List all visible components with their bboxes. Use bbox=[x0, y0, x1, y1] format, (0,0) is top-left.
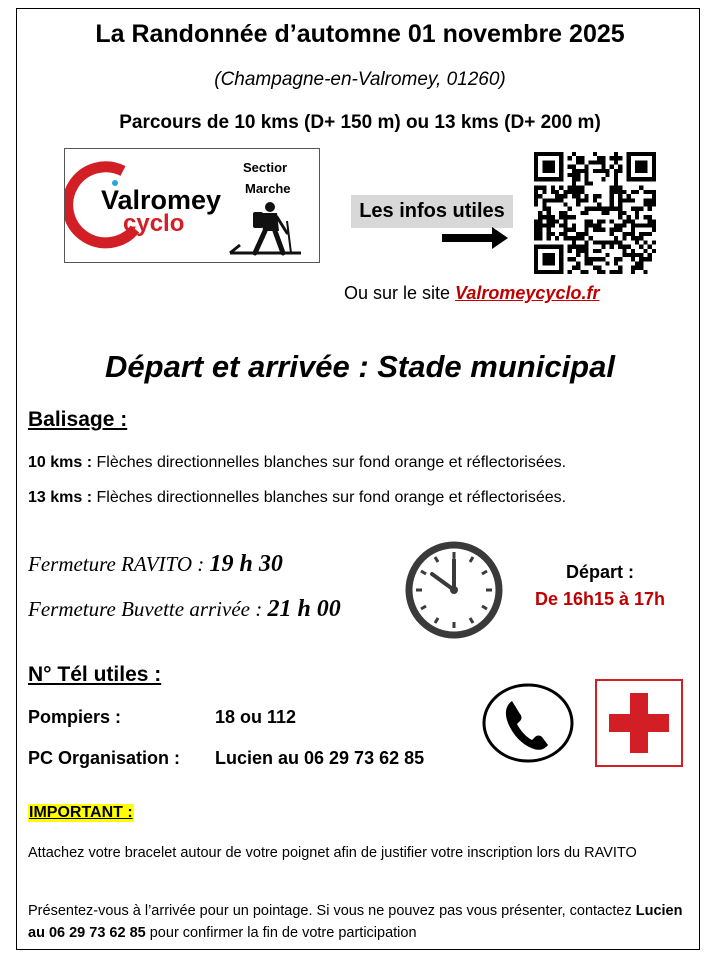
clock-icon bbox=[404, 540, 504, 640]
logo-graphic bbox=[65, 149, 321, 264]
hiker-icon bbox=[230, 202, 301, 253]
page-title: La Randonnée d’automne 01 novembre 2025 bbox=[95, 20, 625, 48]
phone-icon bbox=[482, 683, 574, 763]
important-para-2a: Présentez-vous à l’arrivée pour un pointage. Si vous ne pouvez pas vous présenter, contactez bbox=[28, 903, 636, 919]
balisage-13km-text: Flèches directionnelles blanches sur fond orange et réflectorisées. bbox=[92, 489, 567, 506]
qr-code[interactable] bbox=[534, 152, 656, 274]
ravito-time: 19 h 30 bbox=[209, 551, 283, 577]
location-subtitle: (Champagne-en-Valromey, 01260) bbox=[214, 69, 506, 90]
important-para-2c: pour confirmer la fin de votre participation bbox=[145, 925, 417, 941]
depart-arrivee-heading: Départ et arrivée : Stade municipal bbox=[105, 349, 615, 384]
depart-box bbox=[520, 562, 680, 610]
balisage-13km bbox=[28, 489, 566, 507]
tel-row-pc bbox=[28, 748, 180, 769]
ravito-label: Fermeture RAVITO : bbox=[28, 552, 210, 576]
balisage-10km bbox=[28, 454, 566, 472]
logo-brand-line2: cyclo bbox=[123, 210, 185, 237]
important-para-1: Attachez votre bracelet autour de votre poignet afin de justifier votre inscription lors du RAVITO bbox=[28, 845, 637, 861]
tel-pc-label: PC Organisation : bbox=[28, 748, 181, 768]
tel-pc-value: Lucien au 06 29 73 62 85 bbox=[215, 748, 425, 768]
buvette-label: Fermeture Buvette arrivée : bbox=[28, 597, 268, 621]
site-line bbox=[344, 283, 599, 304]
route-info: Parcours de 10 kms (D+ 150 m) ou 13 kms (D+ 200 m) bbox=[119, 112, 601, 133]
fermeture-ravito bbox=[28, 551, 283, 578]
balisage-10km-text: Flèches directionnelles blanches sur fond orange et réflectorisées. bbox=[92, 454, 567, 471]
logo-section-line2: Marche bbox=[245, 181, 291, 196]
balisage-10km-label: 10 kms : bbox=[28, 454, 93, 471]
tel-pompiers-value: 18 ou 112 bbox=[215, 707, 297, 727]
balisage-13km-label: 13 kms : bbox=[28, 489, 93, 506]
arrow-right-icon bbox=[442, 227, 508, 249]
valromey-cyclo-logo bbox=[64, 148, 320, 263]
buvette-time: 21 h 00 bbox=[267, 596, 341, 622]
logo-section-line1: Sectior bbox=[243, 160, 288, 175]
important-para-2 bbox=[28, 900, 693, 944]
fermeture-buvette bbox=[28, 596, 341, 623]
site-link[interactable]: Valromeycyclo.fr bbox=[455, 283, 600, 303]
site-prefix: Ou sur le site bbox=[344, 283, 456, 303]
important-heading: IMPORTANT : bbox=[29, 804, 133, 821]
infos-utiles-label: Les infos utiles bbox=[351, 195, 513, 228]
tel-heading: N° Tél utiles : bbox=[28, 663, 162, 686]
depart-label: Départ : bbox=[565, 562, 634, 582]
first-aid-cross-icon bbox=[595, 679, 683, 767]
balisage-heading: Balisage : bbox=[28, 408, 128, 431]
depart-time: De 16h15 à 17h bbox=[534, 589, 666, 609]
logo-brand-line1: Valromey bbox=[101, 185, 222, 215]
tel-row-pompiers bbox=[28, 707, 121, 728]
important-para-2-contact: Lucien au 06 29 73 62 85 bbox=[28, 903, 683, 941]
tel-pompiers-label: Pompiers : bbox=[28, 707, 122, 727]
